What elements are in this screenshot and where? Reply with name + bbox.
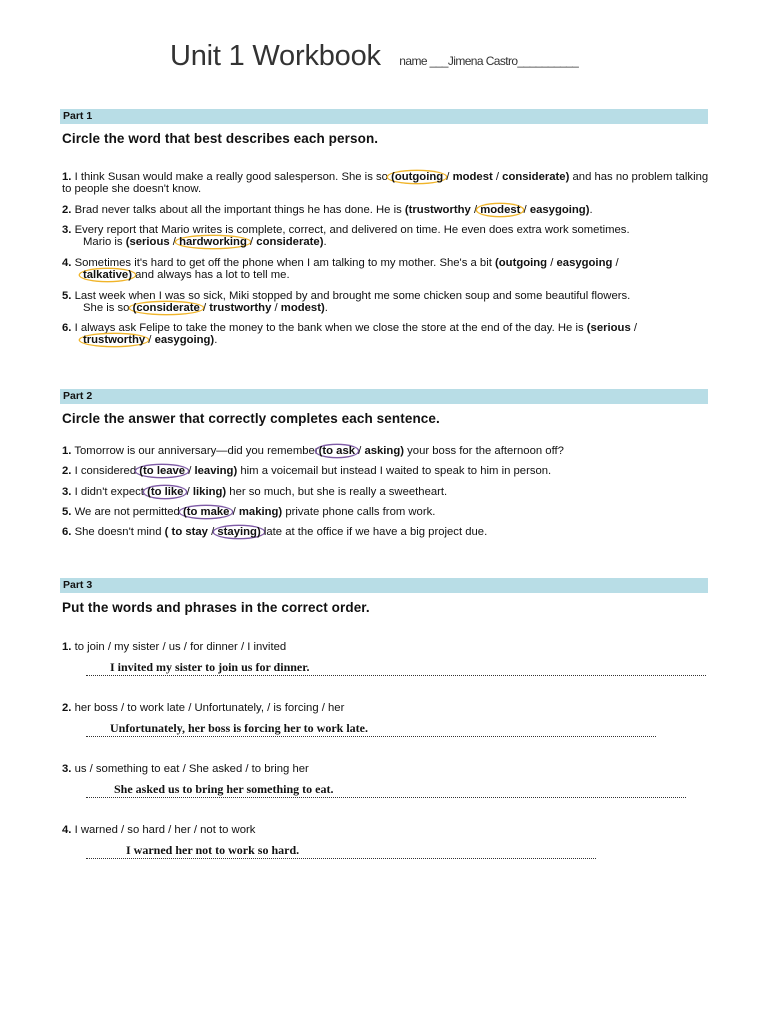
part-1-instruction: Circle the word that best describes each person.: [62, 131, 379, 146]
part-1-item-6: 6. I always ask Felipe to take the money to the bank when we close the store at the end of the day. He is (serious / trustworthy / easygoing).: [62, 322, 638, 346]
page-title: Unit 1 Workbook: [170, 40, 381, 72]
part-1-item-3: 3. Every report that Mario writes is complete, correct, and delivered on time. He even does extra work sometimes. Mario is (serious / hardworking / considerate).: [62, 224, 630, 248]
part-1-item-5: 5. Last week when I was so sick, Miki stopped by and brought me some chicken soup and some beautiful flowers. She is so (considerate / trustworthy / modest).: [62, 290, 631, 314]
student-name-field: name ___Jimena Castro__________: [399, 54, 579, 68]
circled-answer: trustworthy: [80, 334, 148, 346]
item-number: 2.: [62, 465, 72, 477]
circled-answer: (outgoing: [388, 171, 446, 183]
item-text: I always ask Felipe to take the money to the bank when we close the store at the end of the day. He is: [74, 322, 584, 334]
item-number: 1.: [62, 445, 72, 457]
circled-answer: talkative): [80, 269, 135, 281]
circled-answer: staying): [214, 526, 263, 538]
item-number: 4.: [62, 257, 72, 269]
answer-line-3: She asked us to bring her something to eat.: [86, 783, 686, 798]
part-2-item-1: 1. Tomorrow is our anniversary—did you remember(to ask / asking) your boss for the afternoon off?: [62, 445, 564, 457]
item-number: 3.: [62, 486, 72, 498]
part-3-prompt-4: 4. I warned / so hard / her / not to work: [62, 824, 256, 836]
item-text: Every report that Mario writes is complete, correct, and delivered on time. He even does extra work sometimes.: [74, 224, 630, 236]
circled-answer: hardworking: [176, 236, 250, 248]
part-3-header: Part 3: [60, 578, 708, 593]
answer-line-4: I warned her not to work so hard.: [86, 844, 596, 859]
circled-answer: modest: [477, 204, 523, 216]
circled-answer: (to make: [180, 506, 232, 518]
circled-answer: (to ask: [316, 445, 358, 457]
header: [170, 40, 578, 73]
part-3-prompt-3: 3. us / something to eat / She asked / to bring her: [62, 763, 309, 775]
item-number: 5.: [62, 290, 72, 302]
answer-line-1: I invited my sister to join us for dinner.: [86, 661, 706, 676]
item-number: 5.: [62, 506, 72, 518]
circled-answer: (considerate: [130, 302, 203, 314]
item-number: 1.: [62, 171, 72, 183]
item-text: Brad never talks about all the important things he has done. He is: [74, 204, 402, 216]
item-number: 6.: [62, 322, 72, 334]
item-number: 3.: [62, 224, 72, 236]
part-2-item-2: 2. I considered (to leave / leaving) him a voicemail but instead I waited to speak to him in person.: [62, 465, 552, 477]
part-2-instruction: Circle the answer that correctly completes each sentence.: [62, 411, 440, 426]
circled-answer: (to leave: [136, 465, 188, 477]
part-3-prompt-2: 2. her boss / to work late / Unfortunately, / is forcing / her: [62, 702, 345, 714]
part-1-item-4: 4. Sometimes it's hard to get off the phone when I am talking to my mother. She's a bit (outgoing / easygoing / talkative) and always has a lot to tell me.: [62, 257, 619, 281]
answer-line-2: Unfortunately, her boss is forcing her to work late.: [86, 722, 656, 737]
part-3-instruction: Put the words and phrases in the correct order.: [62, 600, 370, 615]
circled-answer: (to like: [144, 486, 186, 498]
part-1-item-2: 2. Brad never talks about all the important things he has done. He is (trustworthy / modest / easygoing).: [62, 204, 593, 216]
item-number: 6.: [62, 526, 72, 538]
part-3-prompt-1: 1. to join / my sister / us / for dinner / I invited: [62, 641, 287, 653]
part-1-header: Part 1: [60, 109, 708, 124]
part-2-item-5: 5. We are not permitted (to make / making) private phone calls from work.: [62, 506, 436, 518]
part-2-header: Part 2: [60, 389, 708, 404]
item-number: 2.: [62, 204, 72, 216]
part-2-item-6: 6. She doesn't mind ( to stay / staying) late at the office if we have a big project due.: [62, 526, 488, 538]
item-text: Last week when I was so sick, Miki stopped by and brought me some chicken soup and some beautiful flowers.: [74, 290, 631, 302]
item-text: Sometimes it's hard to get off the phone when I am talking to my mother. She's a bit: [74, 257, 492, 269]
part-2-item-3: 3. I didn't expect (to like / liking) her so much, but she is really a sweetheart.: [62, 486, 448, 498]
item-text: I think Susan would make a really good salesperson. She is so: [74, 171, 388, 183]
part-1-item-1: 1. I think Susan would make a really good salesperson. She is so (outgoing / modest / considerate) and has no problem talking to people she doesn't know.: [62, 171, 709, 195]
